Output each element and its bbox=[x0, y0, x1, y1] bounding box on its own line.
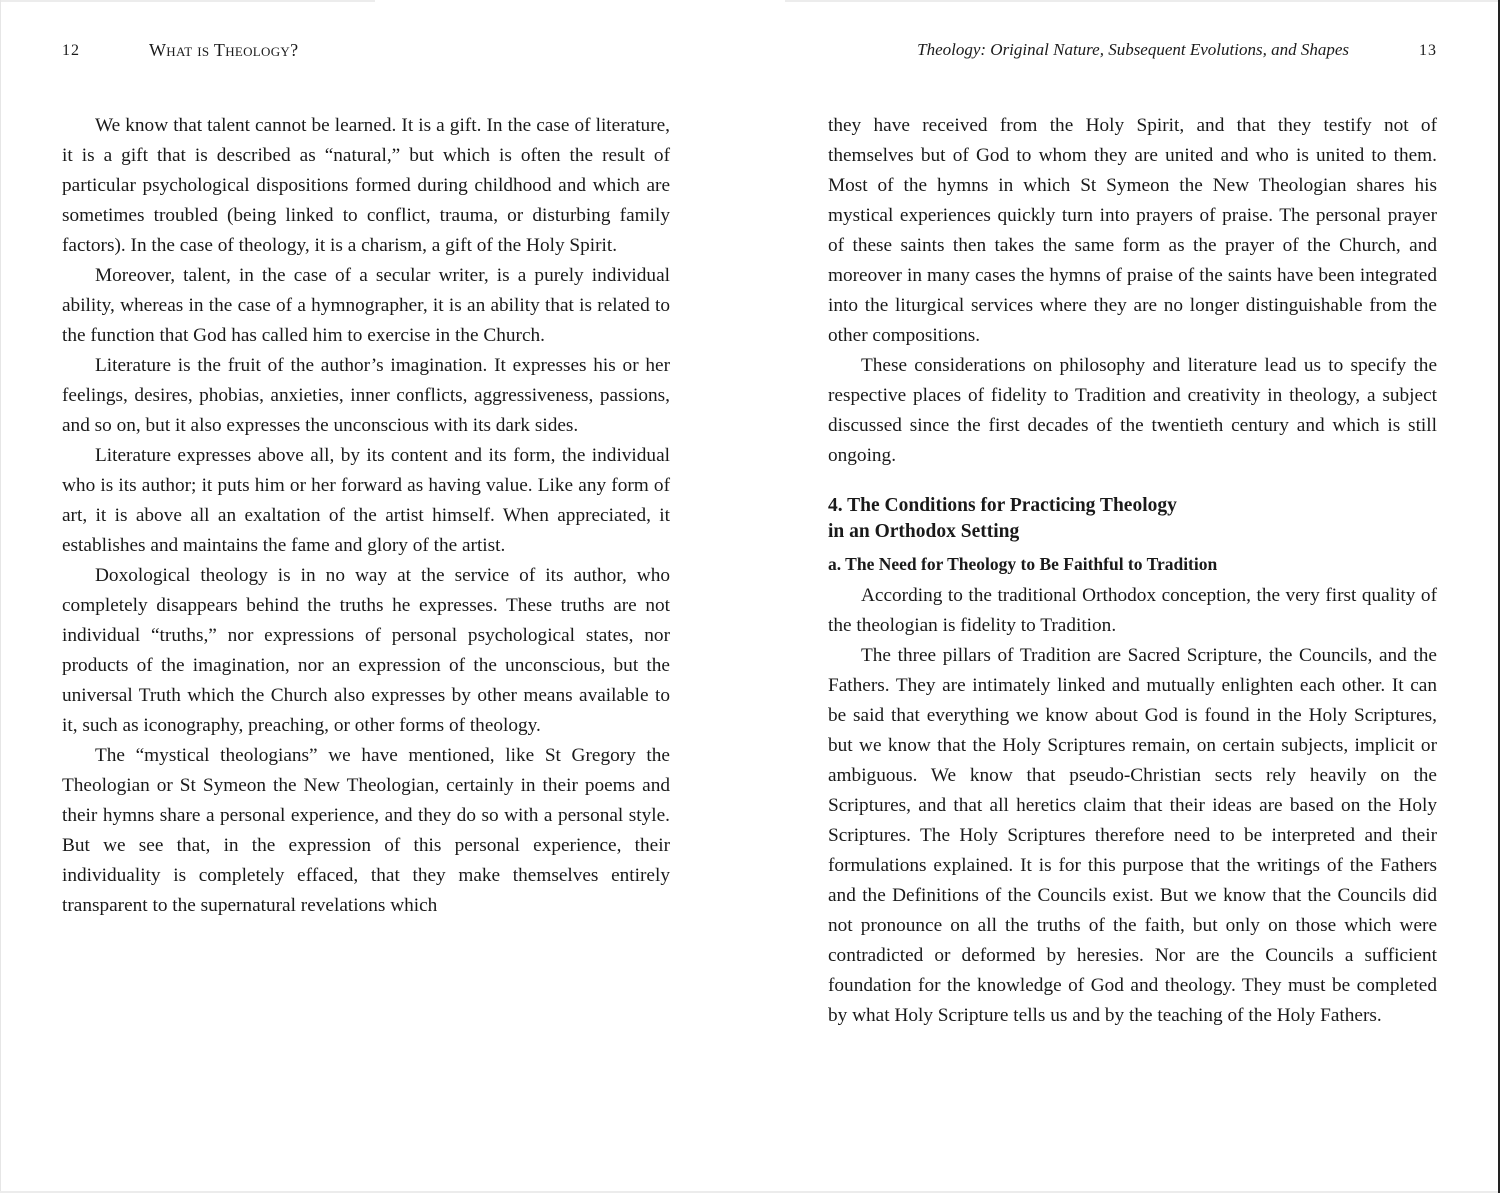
paragraph: Moreover, talent, in the case of a secular writer, is a purely individual ability, whereas in the case of a hymnographer, it is an ability that is related to the function that God has called him to exercise in the Church. bbox=[62, 265, 670, 346]
running-head-title: What is Theology? bbox=[149, 40, 299, 60]
paragraph: Literature expresses above all, by its content and its form, the individual who is its author; it puts him or her forward as having value. Like any form of art, it is above all an exaltation of the artist himself. When appreciated, it establishes and maintains the fame and glory of the artist. bbox=[62, 445, 670, 556]
paragraph: Doxological theology is in no way at the service of its author, who completely disappears behind the truths he expresses. These truths are not individual “truths,” nor expressions of personal psychological states, nor products of the imagination, nor an expression of the unconscious, but the universal Truth which the Church also expresses by other means available to it, such as iconography, preaching, or other forms of theology. bbox=[62, 565, 670, 736]
paragraph: These considerations on philosophy and literature lead us to specify the respective places of fidelity to Tradition and creativity in theology, a subject discussed since the first decades of the twentieth century and which is still ongoing. bbox=[828, 355, 1437, 466]
running-head bbox=[62, 40, 670, 64]
body-text bbox=[828, 111, 1437, 1031]
body-text bbox=[62, 111, 670, 921]
running-head-title: Theology: Original Nature, Subsequent Evolutions, and Shapes bbox=[917, 40, 1349, 59]
subsection-heading: a. The Need for Theology to Be Faithful to Tradition bbox=[828, 554, 1218, 574]
paragraph: The three pillars of Tradition are Sacred Scripture, the Councils, and the Fathers. They are intimately linked and mutually enlighten each other. It can be said that everything we know about God is found in the Holy Scriptures, but we know that the Holy Scriptures remain, on certain subjects, implicit or ambiguous. We know that pseudo-Christian sects rely heavily on the Scriptures, and that all heretics claim that their ideas are based on the Holy Scriptures. The Holy Scriptures therefore need to be interpreted and their formulations explained. It is for this purpose that the writings of the Fathers and the Definitions of the Councils exist. But we know that the Councils did not pronounce on all the truths of the faith, but only on those which were contradicted or deformed by heresies. Nor are the Councils a sufficient foundation for the knowledge of God and theology. They must be completed by what Holy Scripture tells us and by the teaching of the Holy Fathers. bbox=[828, 645, 1437, 1026]
left-page bbox=[62, 0, 670, 1193]
page-number: 12 bbox=[62, 42, 80, 59]
running-head bbox=[828, 40, 1437, 64]
paragraph: We know that talent cannot be learned. It is a gift. In the case of literature, it is a gift that is described as “natural,” but which is often the result of particular psychological dispositions formed during childhood and which are sometimes troubled (being linked to conflict, trauma, or disturbing family factors). In the case of theology, it is a charism, a gift of the Holy Spirit. bbox=[62, 115, 670, 256]
section-heading bbox=[828, 493, 1437, 545]
page-edge bbox=[0, 0, 1, 1193]
paragraph: According to the traditional Orthodox conception, the very first quality of the theologian is fidelity to Tradition. bbox=[828, 585, 1437, 636]
right-page bbox=[828, 0, 1437, 1193]
page-number: 13 bbox=[1419, 42, 1437, 59]
paragraph: Literature is the fruit of the author’s imagination. It expresses his or her feelings, desires, phobias, anxieties, inner conflicts, aggressiveness, passions, and so on, but it also expresses the unconscious with its dark sides. bbox=[62, 355, 670, 436]
paragraph: The “mystical theologians” we have mentioned, like St Gregory the Theologian or St Symeon the New Theologian, certainly in their poems and their hymns share a personal experience, and they do so with a personal style. But we see that, in the expression of this personal experience, their individuality is completely effaced, that they make themselves entirely transparent to the supernatural revelations which bbox=[62, 745, 670, 916]
section-heading-line: in an Orthodox Setting bbox=[828, 521, 1020, 542]
paragraph-continuation: they have received from the Holy Spirit, and that they testify not of themselves but of God to whom they are united and who is united to them. Most of the hymns in which St Symeon the New Theologian shares his mystical experiences quickly turn into prayers of praise. The personal prayer of these saints then takes the same form as the prayer of the Church, and moreover in many cases the hymns of praise of the saints have been integrated into the liturgical services where they are no longer distinguishable from the other compositions. bbox=[828, 115, 1437, 346]
section-heading-line: 4. The Conditions for Practicing Theology bbox=[828, 495, 1177, 516]
